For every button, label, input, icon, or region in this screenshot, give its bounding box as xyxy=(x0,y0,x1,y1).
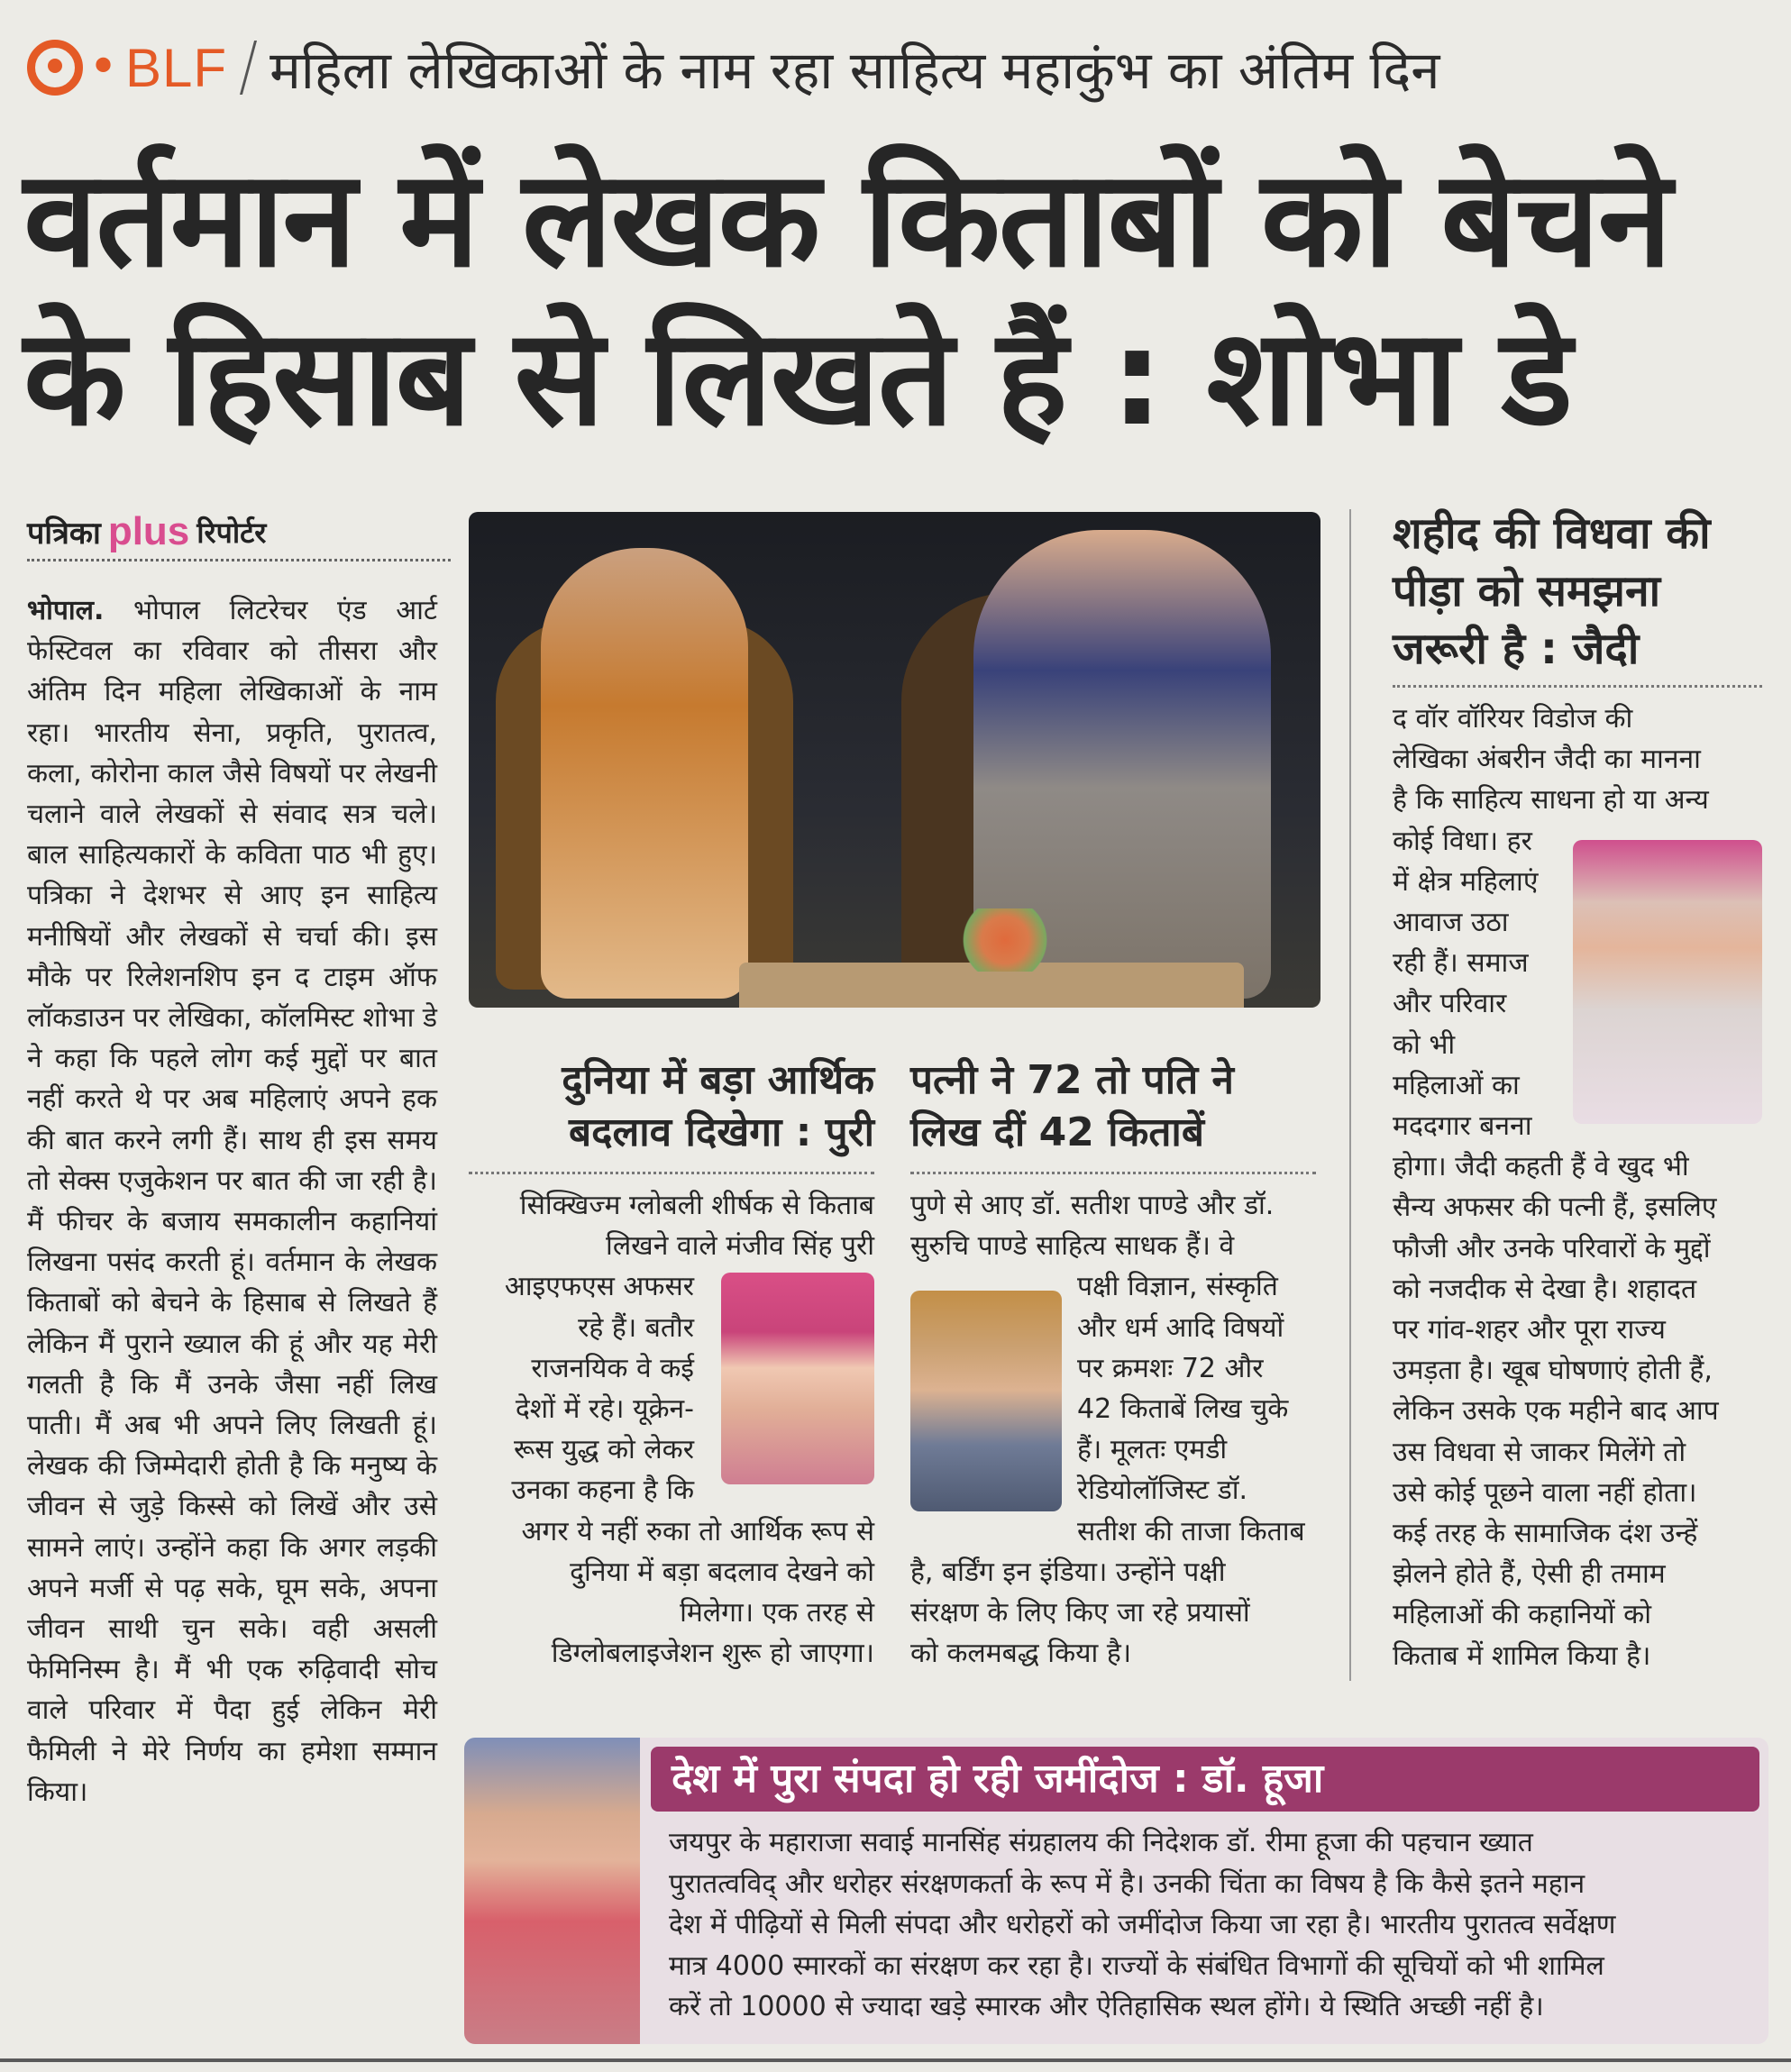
zaidi-line: सैन्य अफसर की पत्नी हैं, इसलिए xyxy=(1393,1191,1717,1224)
patrika-logo-icon xyxy=(27,40,83,96)
puri-line: लिखने वाले मंजीव सिंह पुरी xyxy=(606,1230,874,1263)
zaidi-line: उमड़ता है। खूब घोषणाएं होती हैं, xyxy=(1393,1355,1713,1387)
dateline: भोपाल. xyxy=(27,595,105,626)
pandey-line: और धर्म आदि विषयों xyxy=(1077,1311,1284,1344)
brand-label: BLF xyxy=(125,37,228,98)
zaidi-line: महिलाओं का xyxy=(1393,1069,1520,1101)
pandey-headline-line-2: लिख दीं 42 किताबें xyxy=(910,1109,1204,1155)
puri-headline-line-2: बदलाव दिखेगा : पुरी xyxy=(568,1109,874,1155)
puri-line: देशों में रहे। यूक्रेन- xyxy=(515,1393,694,1426)
byline-plus: plus xyxy=(107,509,190,553)
headline-line-2: के हिसाब से लिखते हैं : शोभा डे xyxy=(23,300,1571,455)
zaidi-line: में क्षेत्र महिलाएं xyxy=(1393,865,1539,898)
zaidi-line: उस विधवा से जाकर मिलेंगे तो xyxy=(1393,1436,1686,1468)
main-story-text: भोपाल लिटरेचर एंड आर्ट फेस्टिवल का रविवार को तीसरा और अंतिम दिन महिला लेखिकाओं के नाम रहा। भारतीय सेना, प्रकृति, पुरातत्व, कला, कोरोना काल जैसे विषयों पर लेखनी चलाने वाले लेखकों से संवाद सत्र चले। बाल साहित्यकारों के कविता पाठ भी हुए। पत्रिका ने देशभर से आए इन साहित्य मनीषियों और लेखकों से चर्चा की। इस मौके पर रिलेशनशिप इन द टाइम ऑफ लॉकडाउन पर लेखिका, कॉलमिस्ट शोभा डे ने कहा कि पहले लोग कई मुद्दों पर बात नहीं करते थे पर अब महिलाएं अपने हक की बात करने लगी हैं। साथ ही इस समय तो सेक्स एजुकेशन पर बात की जा रही है। मैं फीचर के बजाय समकालीन कहानियां लिखना पसंद करती हूं। वर्तमान के लेखक किताबों को बेचने के हिसाब से लिखते हैं लेकिन मैं पुराने ख्याल की हूं और यह मेरी गलती है कि मैं उनके जैसा नहीं लिख पाती। मैं अब भी अपने लिए लिखती हूं। लेखक की जिम्मेदारी होती है कि मनुष्य के जीवन से जुड़े किस्से को लिखें और उसे सामने लाएं। उन्होंने कहा कि अगर लड़की अपने मर्जी से पढ़ सके, घूम सके, अपना जीवन साथी चुन सके। वही असली फेमिनिस्म है। मैं भी एक रुढ़िवादी सोच वाले परिवार में पैदा हुई लेकिन मेरी फैमिली ने मेरे निर्णय का हमेशा सम्मान किया। xyxy=(27,595,438,1808)
zaidi-line: महिलाओं की कहानियों को xyxy=(1393,1599,1651,1631)
headline-line-1: वर्तमान में लेखक किताबों को बेचने xyxy=(23,141,1670,297)
pandey-line: को कलमबद्ध किया है। xyxy=(910,1638,1132,1670)
puri-line: रूस युद्ध को लेकर xyxy=(513,1434,694,1466)
puri-line: सिक्खिज्म ग्लोबली शीर्षक से किताब xyxy=(519,1190,874,1221)
hooja-line: मात्र 4000 स्मारकों का संरक्षण कर रहा है। राज्यों के संबंधित विभागों की सूचियों को भी शामिल xyxy=(669,1949,1604,1982)
zaidi-line: झेलने होते हैं, ऐसी ही तमाम xyxy=(1393,1558,1666,1591)
column-divider xyxy=(1349,509,1351,1681)
zaidi-story-body xyxy=(1393,698,1762,1676)
kicker-row xyxy=(27,18,1740,117)
puri-line: डिग्लोबलाइजेशन शुरू हो जाएगा। xyxy=(551,1638,874,1670)
zaidi-line: होगा। जैदी कहती हैं वे खुद भी xyxy=(1393,1151,1689,1183)
pandey-line: सुरुचि पाण्डे साहित्य साधक हैं। वे xyxy=(910,1230,1235,1263)
pandey-divider xyxy=(910,1172,1316,1174)
zaidi-line: आवाज उठा xyxy=(1393,907,1509,939)
pandey-story-body xyxy=(910,1185,1316,1674)
puri-line: राजनयिक वे कई xyxy=(531,1352,694,1384)
zaidi-line: पर गांव-शहर और पूरा राज्य xyxy=(1393,1314,1666,1346)
pandey-line: है, बर्डिंग इन इंडिया। उन्होंने पक्षी xyxy=(910,1556,1226,1588)
zaidi-line: और परिवार xyxy=(1393,988,1507,1020)
zaidi-line: लेखिका अंबरीन जैदी का मानना xyxy=(1393,744,1701,776)
hooja-line: देश में पीढ़ियों से मिली संपदा और धरोहरों को जमींदोज किया जा रहा है। भारतीय पुरातत्व सर्वेक्षण xyxy=(669,1909,1616,1940)
puri-headline xyxy=(469,1054,874,1159)
pandey-line: पुणे से आए डॉ. सतीश पाण्डे और डॉ. xyxy=(910,1190,1275,1221)
zaidi-line: है कि साहित्य साधना हो या अन्य xyxy=(1393,784,1709,817)
zaidi-line: को नजदीक से देखा है। शहादत xyxy=(1393,1273,1697,1305)
zaidi-line: उसे कोई पूछने वाला नहीं होता। xyxy=(1393,1476,1697,1509)
puri-headline-line-1: दुनिया में बड़ा आर्थिक xyxy=(562,1057,874,1103)
zaidi-line: को भी xyxy=(1393,1028,1456,1061)
zaidi-line: फौजी और उनके परिवारों के मुद्दों xyxy=(1393,1232,1711,1264)
hooja-headline: देश में पुरा संपदा हो रही जमींदोज : डॉ. हूजा xyxy=(672,1756,1324,1802)
main-story-body xyxy=(27,590,437,1812)
zaidi-divider xyxy=(1393,685,1762,688)
pandey-line: सतीश की ताजा किताब xyxy=(1077,1515,1305,1547)
zaidi-line: लेकिन उसके एक महीने बाद आप xyxy=(1393,1395,1719,1428)
pandey-line: हैं। मूलतः एमडी xyxy=(1077,1434,1228,1466)
kicker-divider xyxy=(240,41,257,95)
zaidi-line: द वॉर वॉरियर विडोज की xyxy=(1393,703,1633,735)
puri-line: दुनिया में बड़ा बदलाव देखने को xyxy=(570,1556,874,1588)
puri-line: अगर ये नहीं रुका तो आर्थिक रूप से xyxy=(521,1515,874,1547)
panel-photo xyxy=(469,512,1320,1008)
zaidi-headline xyxy=(1393,505,1771,678)
zaidi-headline-line-1: शहीद की विधवा की xyxy=(1393,508,1711,559)
zaidi-line: कई तरह के सामाजिक दंश उन्हें xyxy=(1393,1518,1698,1550)
hooja-story-body xyxy=(669,1822,1759,2028)
flower-vase-shape xyxy=(955,908,1055,972)
zaidi-headline-line-2: पीड़ा को समझना xyxy=(1393,566,1661,616)
byline xyxy=(27,505,451,561)
kicker-line: महिला लेखिकाओं के नाम रहा साहित्य महाकुंभ का अंतिम दिन xyxy=(270,39,1440,101)
pandey-line: रेडियोलॉजिस्ट डॉ. xyxy=(1077,1474,1248,1507)
logo-dot-icon: • xyxy=(88,38,119,96)
zaidi-line: कोई विधा। हर xyxy=(1393,825,1532,857)
byline-suffix: रिपोर्टर xyxy=(196,515,267,550)
puri-line: मिलेगा। एक तरह से xyxy=(680,1597,874,1629)
puri-line: आइएफएस अफसर xyxy=(504,1271,694,1303)
hooja-portrait-photo xyxy=(464,1738,640,2044)
zaidi-line: किताब में शामिल किया है। xyxy=(1393,1639,1651,1672)
puri-line: रहे हैं। बतौर xyxy=(578,1311,694,1344)
speaker-left-figure xyxy=(541,548,748,999)
pandey-line: पर क्रमशः 72 और xyxy=(1077,1352,1264,1384)
puri-divider xyxy=(469,1172,874,1174)
page-headline xyxy=(23,140,1763,457)
pandey-line: संरक्षण के लिए किए जा रहे प्रयासों xyxy=(910,1597,1250,1629)
bottom-rule xyxy=(0,2058,1791,2062)
puri-story-body xyxy=(469,1185,874,1674)
zaidi-line: रही हैं। समाज xyxy=(1393,947,1529,980)
pandey-headline xyxy=(910,1054,1316,1159)
zaidi-headline-line-3: जरूरी है : जैदी xyxy=(1393,624,1640,674)
pandey-headline-line-1: पत्नी ने 72 तो पति ने xyxy=(910,1057,1234,1103)
puri-line: उनका कहना है कि xyxy=(511,1474,694,1507)
pandey-line: 42 किताबें लिख चुके xyxy=(1077,1393,1289,1426)
pandey-line: पक्षी विज्ञान, संस्कृति xyxy=(1077,1271,1278,1303)
zaidi-line: मददगार बनना xyxy=(1393,1110,1532,1143)
hooja-line: जयपुर के महाराजा सवाई मानसिंह संग्रहालय की निदेशक डॉ. रीमा हूजा की पहचान ख्यात xyxy=(669,1827,1533,1858)
hooja-line: पुरातत्वविद् और धरोहर संरक्षणकर्ता के रूप में है। उनकी चिंता का विषय है कि कैसे इतने महान xyxy=(669,1867,1585,1900)
hooja-line: करें तो 10000 से ज्यादा खड़े स्मारक और ऐतिहासिक स्थल होंगे। ये स्थिति अच्छी नहीं है। xyxy=(669,1991,1544,2022)
byline-prefix: पत्रिका xyxy=(27,516,101,552)
